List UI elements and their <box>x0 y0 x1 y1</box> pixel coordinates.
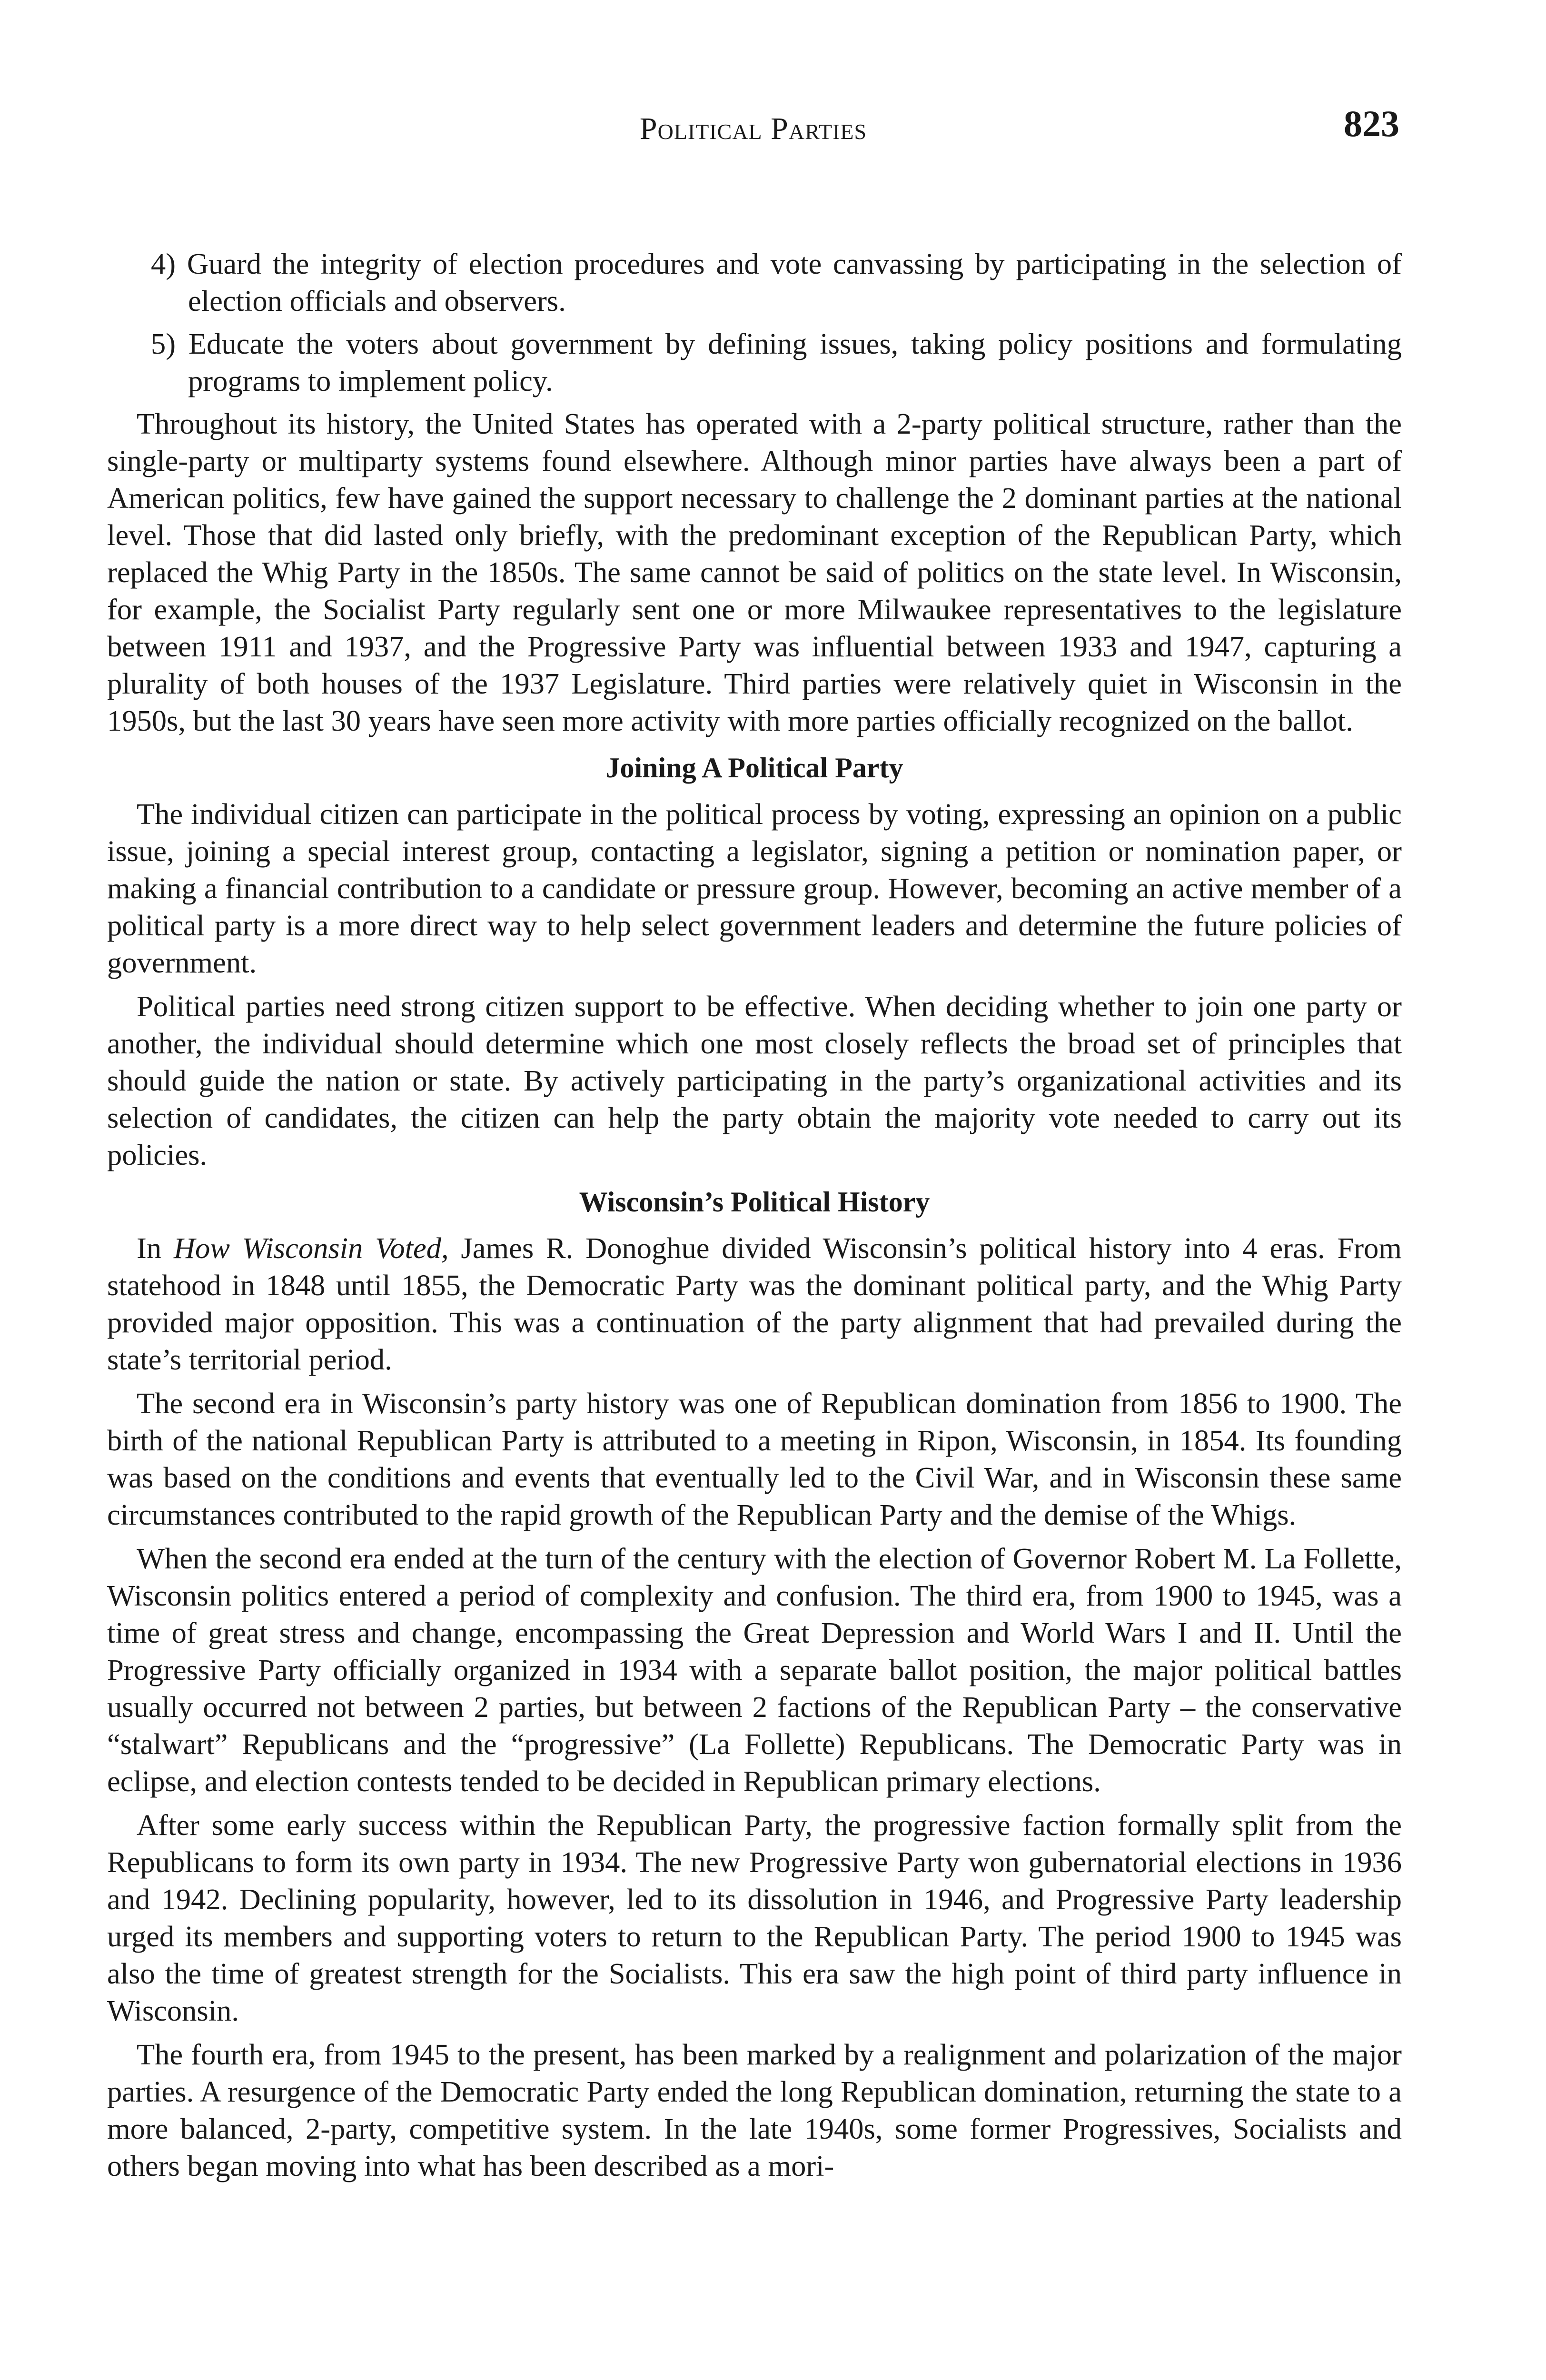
running-title: Political Parties <box>639 111 867 146</box>
body-paragraph: The fourth era, from 1945 to the present, has been marked by a realignment and polarization of the major parties. A resurgence of the Democratic Party ended the long Republican domination, returning the state to a more balanced, 2-party, competitive system. In the late 1940s, some former Progressives, Socialists and others began moving into what has been described as a mori- <box>107 2038 1402 2182</box>
body-paragraph: When the second era ended at the turn of the century with the election of Governor Robert M. La Follette, Wisconsin politics entered a period of complexity and confusion. The third era, from 1900 to 1945, was a time of great stress and change, encompassing the Great Depression and World Wars I and II. Until the Progressive Party officially organized in 1934 with a separate ballot position, the major political battles usually occurred not between 2 parties, but between 2 factions of the Republican Party – the conservative “stalwart” Republicans and the “progressive” (La Follette) Republicans. The Democratic Party was in eclipse, and election contests tended to be decided in Republican primary elections. <box>107 1542 1402 1798</box>
body-paragraph: After some early success within the Republican Party, the progressive faction formally split from the Republicans to form its own party in 1934. The new Progressive Party won gubernatorial elections in 1936 and 1942. Declining popularity, however, led to its dissolution in 1946, and Progressive Party leadership urged its members and supporting voters to return to the Republican Party. The period 1900 to 1945 was also the time of greatest strength for the Socialists. This era saw the high point of third party influence in Wisconsin. <box>107 1808 1402 2027</box>
body-paragraph: The individual citizen can participate in the political process by voting, expressing an opinion on a public issue, joining a special interest group, contacting a legislator, signing a petition or nomination paper, or making a financial contribution to a candidate or pressure group. However, becoming an active member of a political party is a more direct way to help select government leaders and determine the future policies of government. <box>107 797 1402 979</box>
paragraph-lead: In <box>137 1231 174 1265</box>
section-heading-history: Wisconsin’s Political History <box>579 1186 930 1218</box>
page-body <box>107 245 1402 2191</box>
list-item: 4) Guard the integrity of election procedures and vote canvassing by participating in the selection of election officials and observers. <box>151 247 1402 317</box>
body-paragraph <box>107 1230 1402 1378</box>
list-item: 5) Educate the voters about government by defining issues, taking policy positions and formulating programs to implement policy. <box>151 327 1402 397</box>
body-paragraph: The second era in Wisconsin’s party history was one of Republican domination from 1856 to 1900. The birth of the national Republican Party is attributed to a meeting in Ripon, Wisconsin, in 1854. Its founding was based on the conditions and events that eventually led to the Civil War, and in Wisconsin these same circumstances contributed to the rapid growth of the Republican Party and the demise of the Whigs. <box>107 1387 1402 1531</box>
page-number: 823 <box>1344 103 1399 144</box>
section-heading-joining: Joining A Political Party <box>605 752 903 783</box>
intro-paragraph: Throughout its history, the United States has operated with a 2-party political structure, rather than the single-party or multiparty systems found elsewhere. Although minor parties have always been a part of American politics, few have gained the support necessary to challenge the 2 dominant parties at the national level. Those that did lasted only briefly, with the predominant exception of the Republican Party, which replaced the Whig Party in the 1850s. The same cannot be said of politics on the state level. In Wisconsin, for example, the Socialist Party regularly sent one or more Milwaukee representatives to the legislature between 1911 and 1937, and the Progressive Party was influential between 1933 and 1947, capturing a plurality of both houses of the 1937 Legislature. Third parties were relatively quiet in Wisconsin in the 1950s, but the last 30 years have seen more activity with more parties officially recognized on the ballot. <box>107 407 1402 737</box>
body-paragraph: Political parties need strong citizen support to be effective. When deciding whether to join one party or another, the individual should determine which one most closely reflects the broad set of principles that should guide the nation or state. By actively participating in the party’s organizational activities and its selection of candidates, the citizen can help the party obtain the majority vote needed to carry out its policies. <box>107 990 1402 1171</box>
paragraph-text: James R. Donoghue divided Wisconsin’s political history into 4 eras. From statehood in 1848 until 1855, the Democratic Party was the dominant political party, and the Whig Party provided major opposition. This was a continuation of the party alignment that had prevailed during the state’s territorial period. <box>107 1231 1402 1376</box>
book-title: How Wisconsin Voted, <box>173 1231 449 1265</box>
running-header <box>107 102 1399 155</box>
